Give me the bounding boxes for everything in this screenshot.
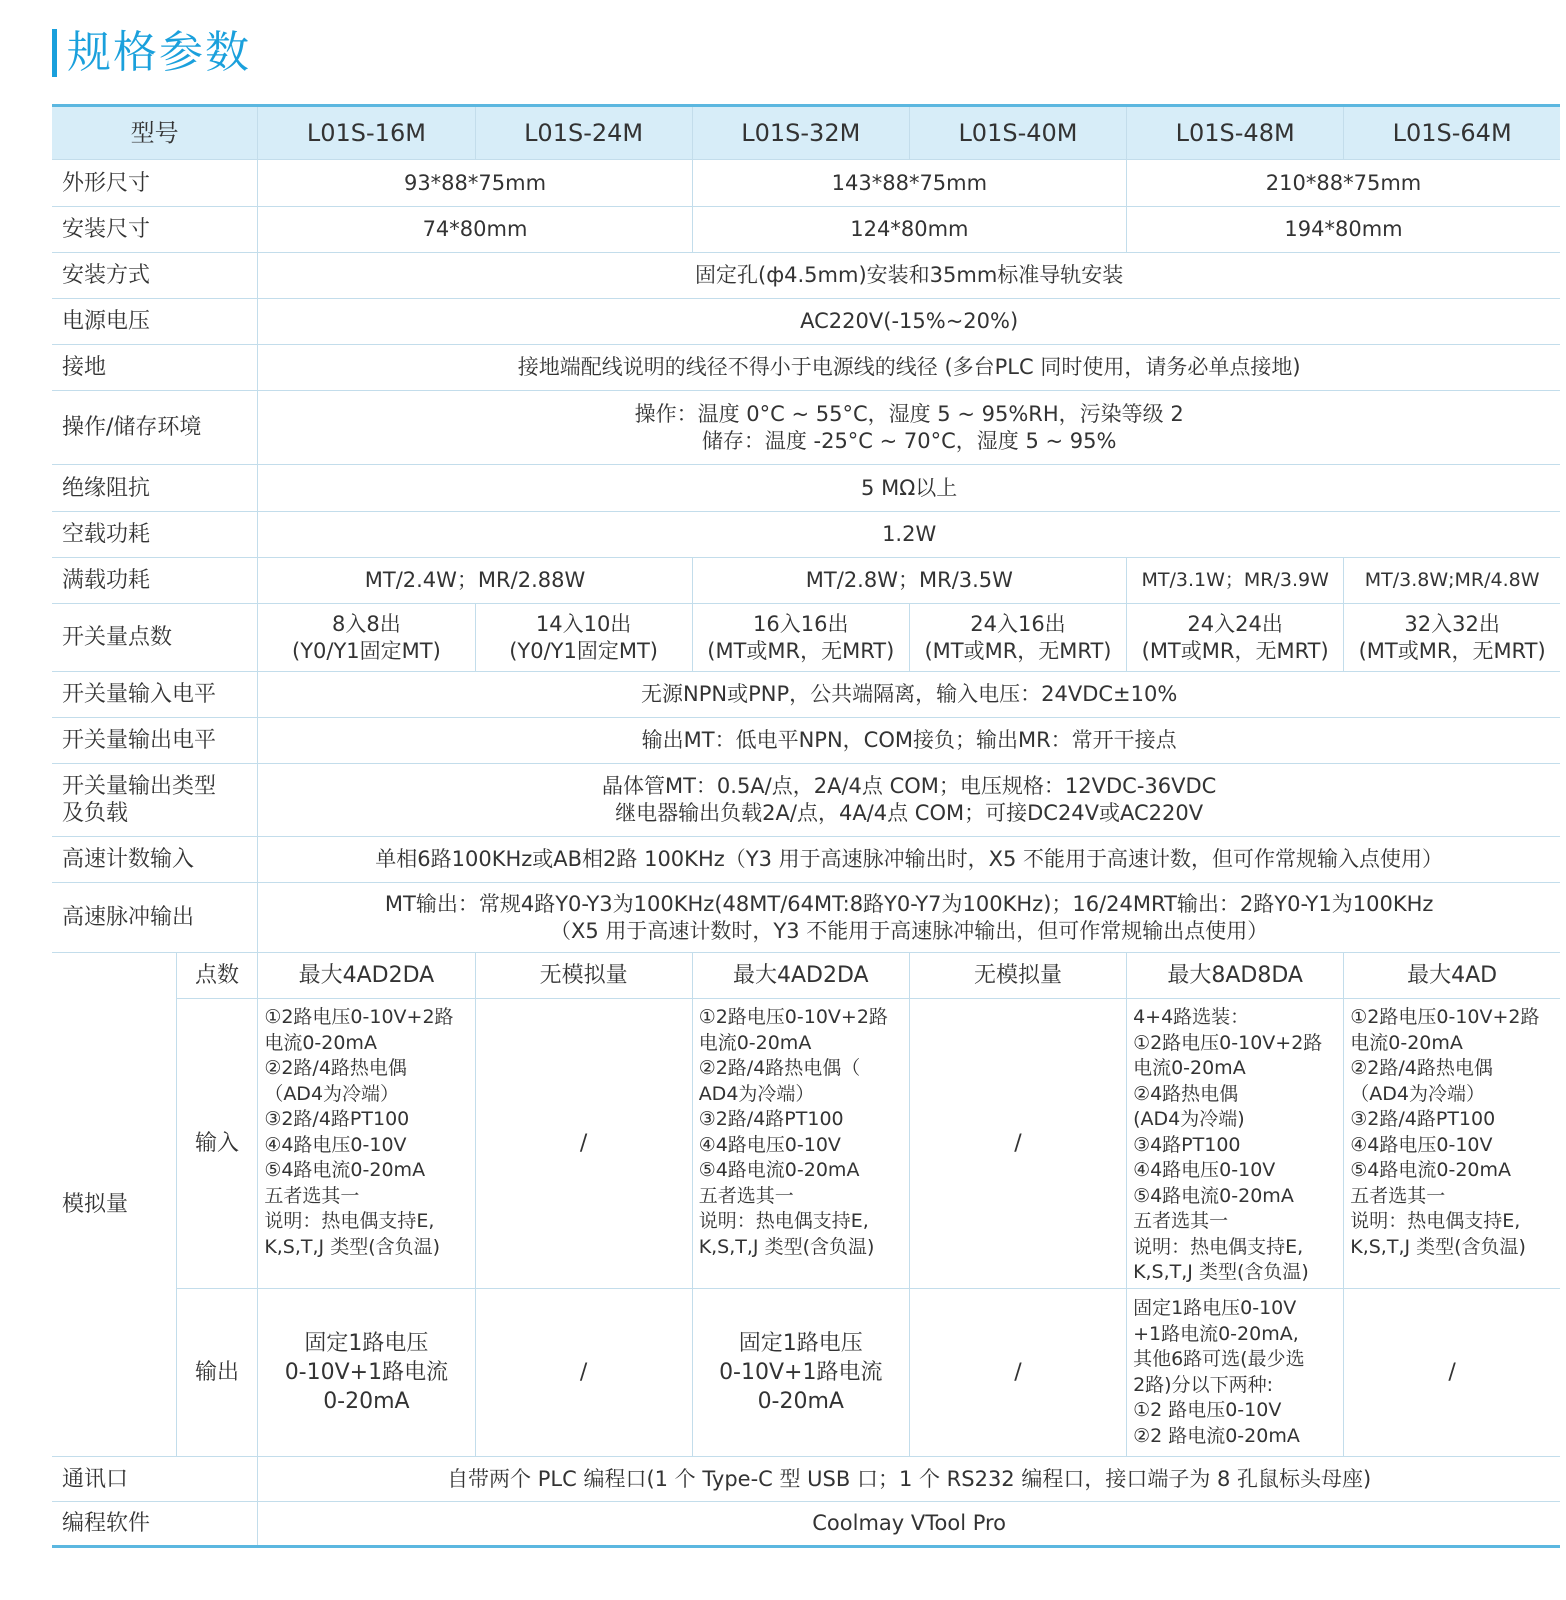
- row-label: 开关量输入电平: [52, 672, 258, 718]
- model-header: L01S-64M: [1344, 106, 1560, 160]
- list-item: ②2路/4路热电偶: [1350, 1057, 1493, 1079]
- cell-value: 5 MΩ以上: [258, 465, 1560, 512]
- output-line: 0-20mA: [757, 1389, 844, 1414]
- cell-value: [909, 604, 1126, 672]
- analog-input-row: [52, 999, 1560, 1289]
- io-count: 16入16出: [753, 611, 849, 636]
- cell-value: 124*80mm: [692, 207, 1126, 253]
- cell-value: 单相6路100KHz或AB相2路 100KHz（Y3 用于高速脉冲输出时，X5 不能用于高速计数，但可作常规输入点使用）: [258, 837, 1560, 883]
- cell-value: 93*88*75mm: [258, 160, 692, 207]
- list-item: 说明：热电偶支持E,: [264, 1210, 435, 1232]
- table-row: [52, 883, 1560, 953]
- list-item: ①2 路电压0-10V: [1133, 1399, 1282, 1421]
- io-note: (Y0/Y1固定MT): [292, 638, 441, 663]
- io-note: (MT或MR，无MRT): [1358, 638, 1546, 663]
- analog-input-list: [1344, 999, 1560, 1289]
- cell-value: 最大8AD8DA: [1127, 953, 1344, 999]
- model-header: L01S-32M: [692, 106, 909, 160]
- cell-value: [1344, 604, 1560, 672]
- analog-output-list: [1127, 1289, 1344, 1457]
- row-label: 绝缘阻抗: [52, 465, 258, 512]
- row-label: 编程软件: [52, 1502, 258, 1547]
- list-item: ①2路电压0-10V+2路: [698, 1006, 888, 1028]
- output-line: 0-10V+1路电流: [284, 1360, 449, 1385]
- hs-pulse-line: （X5 用于高速计数时，Y3 不能用于高速脉冲输出，但可作常规输出点使用）: [550, 918, 1269, 943]
- cell-value: AC220V(-15%~20%): [258, 299, 1560, 345]
- output-line: 0-10V+1路电流: [719, 1360, 883, 1385]
- cell-value: 无模拟量: [909, 953, 1126, 999]
- row-label: 满载功耗: [52, 558, 258, 604]
- table-row: [52, 465, 1560, 512]
- header-row: [52, 106, 1560, 160]
- list-item: K,S,T,J 类型(含负温): [1133, 1261, 1309, 1283]
- list-item: ⑤4路电流0-20mA: [698, 1159, 860, 1181]
- list-item: 五者选其一: [1350, 1184, 1446, 1207]
- cell-value: [258, 1289, 475, 1457]
- cell-value: /: [909, 999, 1126, 1289]
- cell-value: /: [475, 999, 692, 1289]
- row-label: [52, 764, 258, 837]
- model-header: L01S-40M: [909, 106, 1126, 160]
- cell-value: MT/2.4W；MR/2.88W: [258, 558, 692, 604]
- section-title: [52, 26, 251, 80]
- cell-value: 输出MT：低电平NPN，COM接负；输出MR：常开干接点: [258, 718, 1560, 764]
- list-item: ④4路电压0-10V: [1350, 1133, 1493, 1156]
- list-item: 固定1路电压0-10V: [1133, 1297, 1297, 1319]
- io-count: 14入10出: [535, 611, 632, 636]
- row-label-line: 及负载: [62, 801, 129, 826]
- cell-value: 自带两个 PLC 编程口(1 个 Type-C 型 USB 口；1 个 RS232 编程口，接口端子为 8 孔鼠标头母座): [258, 1457, 1560, 1502]
- list-item: ④4路电压0-10V: [698, 1133, 841, 1156]
- cell-value: [258, 883, 1560, 953]
- table-row: [52, 1457, 1560, 1502]
- io-count: 32入32出: [1404, 611, 1500, 636]
- list-item: 电流0-20mA: [264, 1031, 377, 1054]
- analog-input-list: [1127, 999, 1344, 1289]
- list-item: 电流0-20mA: [698, 1031, 812, 1054]
- hs-pulse-line: MT输出：常规4路Y0-Y3为100KHz(48MT/64MT:8路Y0-Y7为100KHz)；16/24MRT输出：2路Y0-Y1为100KHz: [384, 891, 1434, 916]
- list-item: AD4为冷端）: [698, 1082, 815, 1105]
- env-line: 储存：温度 -25°C ~ 70°C，湿度 5 ~ 95%: [701, 428, 1117, 453]
- output-line: 固定1路电压: [304, 1331, 429, 1356]
- cell-value: 1.2W: [258, 512, 1560, 558]
- row-label: 外形尺寸: [52, 160, 258, 207]
- output-line: 0-20mA: [323, 1389, 410, 1414]
- header-label: 型号: [52, 106, 258, 160]
- list-item: ③2路/4路PT100: [264, 1108, 410, 1130]
- page-title: 规格参数: [67, 27, 251, 78]
- list-item: 说明：热电偶支持E,: [1350, 1210, 1521, 1232]
- table-row: [52, 837, 1560, 883]
- model-header: L01S-24M: [475, 106, 692, 160]
- list-item: ①2路电压0-10V+2路: [1350, 1006, 1540, 1028]
- row-label: 电源电压: [52, 299, 258, 345]
- list-item: 五者选其一: [264, 1184, 360, 1207]
- list-item: ②2路/4路热电偶（: [698, 1057, 861, 1079]
- list-item: ④4路电压0-10V: [264, 1133, 407, 1156]
- row-label: 高速计数输入: [52, 837, 258, 883]
- io-count: 8入8出: [332, 611, 401, 636]
- list-item: ⑤4路电流0-20mA: [264, 1159, 426, 1181]
- model-header: L01S-16M: [258, 106, 475, 160]
- cell-value: [692, 604, 909, 672]
- model-header: L01S-48M: [1127, 106, 1344, 160]
- io-note: (MT或MR，无MRT): [1141, 638, 1329, 663]
- spec-table: [52, 104, 1560, 1548]
- table-row: [52, 207, 1560, 253]
- list-item: 五者选其一: [1133, 1210, 1229, 1232]
- io-note: (MT或MR，无MRT): [924, 638, 1112, 663]
- table-row: [52, 345, 1560, 391]
- list-item: ②4路热电偶: [1133, 1082, 1239, 1105]
- list-item: 电流0-20mA: [1350, 1031, 1463, 1054]
- cell-value: 无源NPN或PNP，公共端隔离，输入电压：24VDC±10%: [258, 672, 1560, 718]
- table-row: [52, 718, 1560, 764]
- table-row: [52, 299, 1560, 345]
- table-row: [52, 160, 1560, 207]
- list-item: （AD4为冷端）: [264, 1082, 400, 1105]
- analog-sub-label: 点数: [176, 953, 258, 999]
- output-line: 固定1路电压: [738, 1331, 863, 1356]
- row-label: 空载功耗: [52, 512, 258, 558]
- row-label: 高速脉冲输出: [52, 883, 258, 953]
- row-label: 通讯口: [52, 1457, 258, 1502]
- list-item: 五者选其一: [698, 1184, 794, 1207]
- cell-value: MT/2.8W；MR/3.5W: [692, 558, 1126, 604]
- row-label: 接地: [52, 345, 258, 391]
- cell-value: Coolmay VTool Pro: [258, 1502, 1560, 1547]
- io-count: 24入24出: [1187, 611, 1283, 636]
- row-label-line: 开关量输出类型: [62, 774, 217, 799]
- table-row: [52, 391, 1560, 465]
- table-row: [52, 672, 1560, 718]
- table-row: [52, 764, 1560, 837]
- cell-value: /: [1344, 1289, 1560, 1457]
- list-item: 其他6路可选(最少选: [1133, 1348, 1305, 1370]
- analog-sub-label: 输出: [176, 1289, 258, 1457]
- cell-value: [258, 391, 1560, 465]
- analog-sub-label: 输入: [176, 999, 258, 1289]
- row-label: 安装方式: [52, 253, 258, 299]
- list-item: K,S,T,J 类型(含负温): [698, 1235, 875, 1258]
- output-type-line: 继电器输出负载2A/点，4A/4点 COM；可接DC24V或AC220V: [615, 801, 1204, 825]
- list-item: 电流0-20mA: [1133, 1057, 1246, 1079]
- table-row: [52, 253, 1560, 299]
- table-row: [52, 512, 1560, 558]
- cell-value: [692, 1289, 909, 1457]
- table-row: [52, 1502, 1560, 1547]
- analog-label: 模拟量: [52, 953, 176, 1457]
- env-line: 操作：温度 0°C ~ 55°C，湿度 5 ~ 95%RH，污染等级 2: [634, 401, 1184, 426]
- list-item: ③4路PT100: [1133, 1133, 1241, 1156]
- row-label: 操作/储存环境: [52, 391, 258, 465]
- list-item: ①2路电压0-10V+2路: [264, 1006, 454, 1028]
- cell-value: [1127, 604, 1344, 672]
- table-row: [52, 604, 1560, 672]
- row-label: 开关量点数: [52, 604, 258, 672]
- list-item: ①2路电压0-10V+2路: [1133, 1031, 1323, 1054]
- list-item: ③2路/4路PT100: [1350, 1108, 1496, 1130]
- analog-points-row: [52, 953, 1560, 999]
- list-item: 说明：热电偶支持E,: [698, 1210, 869, 1232]
- list-item: K,S,T,J 类型(含负温): [1350, 1235, 1526, 1258]
- cell-value: /: [475, 1289, 692, 1457]
- cell-value: 最大4AD: [1344, 953, 1560, 999]
- list-item: K,S,T,J 类型(含负温): [264, 1235, 441, 1258]
- analog-input-list: [258, 999, 475, 1289]
- analog-input-list: [692, 999, 909, 1289]
- cell-value: 接地端配线说明的线径不得小于电源线的线径 (多台PLC 同时使用，请务必单点接地): [258, 345, 1560, 391]
- cell-value: 74*80mm: [258, 207, 692, 253]
- io-note: (MT或MR，无MRT): [707, 638, 895, 663]
- cell-value: 143*88*75mm: [692, 160, 1126, 207]
- list-item: ⑤4路电流0-20mA: [1350, 1159, 1511, 1181]
- list-item: ③2路/4路PT100: [698, 1108, 844, 1130]
- title-accent-bar: [52, 29, 57, 77]
- cell-value: MT/3.1W；MR/3.9W: [1127, 558, 1344, 604]
- cell-value: [258, 604, 475, 672]
- list-item: ⑤4路电流0-20mA: [1133, 1184, 1294, 1207]
- list-item: （AD4为冷端）: [1350, 1082, 1485, 1105]
- list-item: 说明：热电偶支持E,: [1133, 1235, 1304, 1258]
- io-count: 24入16出: [970, 611, 1066, 636]
- cell-value: MT/3.8W;MR/4.8W: [1344, 558, 1560, 604]
- output-type-line: 晶体管MT：0.5A/点，2A/4点 COM；电压规格：12VDC-36VDC: [601, 774, 1217, 798]
- list-item: ②2 路电流0-20mA: [1133, 1424, 1300, 1447]
- row-label: 安装尺寸: [52, 207, 258, 253]
- cell-value: [258, 764, 1560, 837]
- cell-value: 194*80mm: [1127, 207, 1560, 253]
- cell-value: [475, 604, 692, 672]
- list-item: ④4路电压0-10V: [1133, 1159, 1276, 1181]
- list-item: 2路)分以下两种:: [1133, 1373, 1273, 1396]
- io-note: (Y0/Y1固定MT): [509, 638, 658, 663]
- row-label: 开关量输出电平: [52, 718, 258, 764]
- analog-output-row: [52, 1289, 1560, 1457]
- cell-value: /: [909, 1289, 1126, 1457]
- list-item: +1路电流0-20mA,: [1133, 1322, 1299, 1345]
- table-row: [52, 558, 1560, 604]
- cell-value: 固定孔(ф4.5mm)安装和35mm标准导轨安装: [258, 253, 1560, 299]
- list-item: (AD4为冷端): [1133, 1108, 1245, 1130]
- cell-value: 210*88*75mm: [1127, 160, 1560, 207]
- list-item: ②2路/4路热电偶: [264, 1057, 407, 1079]
- cell-value: 最大4AD2DA: [692, 953, 909, 999]
- list-item: 4+4路选装：: [1133, 1006, 1250, 1028]
- cell-value: 无模拟量: [475, 953, 692, 999]
- cell-value: 最大4AD2DA: [258, 953, 475, 999]
